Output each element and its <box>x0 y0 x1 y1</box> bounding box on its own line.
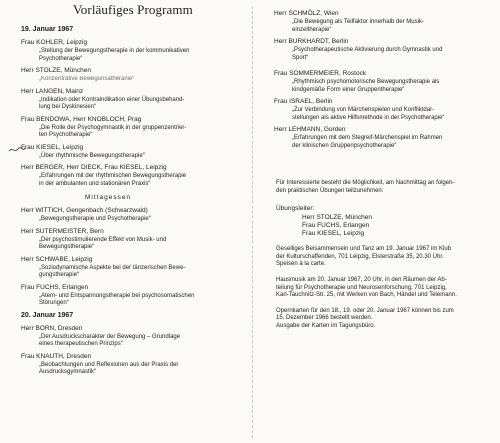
speaker: Herr BERGER, Herr DIECK, Frau KIESEL, Leipzig <box>21 164 167 171</box>
day2-date: 20. Januar 1967 <box>21 311 74 319</box>
speaker: Herr BURKHARDT, Berlin <box>274 38 349 45</box>
opera-tickets-note: Opernkarten für den 18., 19. oder 20. Januar 1967 können bis zum 15. Dezember 1966 bestellt werden. Ausgabe der Karten im Tagungsbüro. <box>276 307 454 329</box>
speaker: Herr SCHMÖLZ, Wien <box>274 10 339 17</box>
pen-scribble-mark <box>8 146 26 154</box>
program-entry <box>258 126 496 150</box>
leaders-list <box>258 214 496 238</box>
program-entry <box>258 70 496 94</box>
talk-title: „Rhythmisch psychomotorische Bewegungstherapie als kindgemäße Form einer Gruppentherapie“ <box>292 79 440 93</box>
leader-item: Frau FUCHS, Erlangen <box>302 222 370 230</box>
day1-date: 19. Januar 1967 <box>21 26 74 33</box>
program-entry <box>5 325 247 349</box>
talk-title: „Stellung der Bewegungstherapie in der kommunikativen Psychotherapie“ <box>39 48 190 62</box>
column-divider <box>252 6 253 438</box>
program-entry <box>5 39 247 63</box>
interest-note: Für Interessierte besteht die Möglichkeit, am Nachmittag an folgen- den praktischen Übungen teilzunehmen: <box>276 180 455 194</box>
talk-title: „Beobachtungen und Reflexionen aus der Praxis der Ausdrucksgymnastik“ <box>39 361 179 375</box>
speaker: Herr LANGEN, Mainz <box>21 87 84 95</box>
speaker: Frau KOHLER, Leipzig <box>21 39 88 46</box>
speaker: Herr SUTERMEISTER, Bern <box>21 227 104 235</box>
speaker: Herr WITTICH, Gengenbach (Schwarzwald) <box>21 207 148 214</box>
program-entry <box>5 256 247 280</box>
talk-title: „Soziodynamische Aspekte bei der tänzerischen Bewe- gungstherapie“ <box>39 264 186 278</box>
talk-title: „Der Ausdruckscharakter der Bewegung – Grundlage eines therapeutischen Prinzips“ <box>39 333 181 347</box>
talk-title: „Atem- und Entspannungstherapie bei psychosomatischen Störungen“ <box>39 292 195 306</box>
talk-title: „Die Bewegung als Teilfaktor innerhalb der Musik- einzeltherapie“ <box>292 19 424 33</box>
talk-title: „Erfahrungen mit der rhythmischen Bewegungstherapie in der ambulanten und stationären Praxis“ <box>39 173 187 187</box>
speaker: Frau BENDOWA, Herr KNOBLOCH, Prag <box>21 115 142 123</box>
talk-title: „Psychotherapeutische Aktivierung durch Gymnastik und Sport“ <box>292 47 443 61</box>
program-entry <box>5 144 247 161</box>
program-entry <box>258 10 496 34</box>
speaker: Herr BORN, Dresden <box>21 324 83 332</box>
talk-title: „Erfahrungen mit dem Stegreif-Märchenspiel im Rahmen der klinischen Gruppenpsychotherapie“ <box>292 135 443 149</box>
social-evening-note: Geselliges Beisammensein und Tanz am 19. Januar 1967 im Klub der Kulturschaffenden, 701 Leipzig, Elsterstraße 35, 20.30 Uhr. Speisen à la carte. <box>276 246 451 268</box>
house-music-note: Hausmusik am 20. Januar 1967, 20 Uhr, in den Räumen der Ab- teilung für Psychotherapie und Neurosenforschung, 701 Leipzig, Karl-Tauchnitz-Str. 25, mit Werken von Bach, Händel und Telemann. <box>276 276 457 299</box>
leader-item: Herr STOLZE, München <box>302 214 372 222</box>
speaker: Herr STOLZE, München <box>21 67 91 74</box>
program-entry <box>258 38 496 62</box>
speaker: Herr SCHWABE, Leipzig <box>21 255 93 263</box>
program-entry <box>5 88 247 112</box>
talk-title: „Die Rolle der Psychogymnastik in der gruppenzentrier- ten Psychotherapie“ <box>39 124 187 138</box>
lunch-break: Mittagessen <box>85 194 132 201</box>
program-entry <box>5 67 247 84</box>
leaders-label: Übungsleiter: <box>276 205 315 213</box>
program-entry <box>258 98 496 122</box>
program-entry <box>5 116 247 140</box>
speaker: Frau ISRAEL, Berlin <box>274 98 333 105</box>
right-column <box>258 0 496 331</box>
program-entry <box>5 164 247 188</box>
speaker: Frau SOMMERMEIER, Rostock <box>274 70 367 77</box>
program-entry <box>5 284 247 308</box>
talk-title: „Der psychostimulierende Effekt von Musik- und Bewegungstherapie“ <box>39 236 167 250</box>
program-entry <box>5 353 247 377</box>
talk-title: „Konzentrative Bewegunsatheranie“ <box>39 76 135 82</box>
left-column <box>5 0 247 381</box>
talk-title: „Zur Verbindung von Märchenspielen und Konfliktdar- stellungen als aktive Hilfsmethode in der Psychotherapie“ <box>292 107 445 121</box>
speaker: Frau KIESEL, Leipzig <box>21 143 84 151</box>
page-title: Vorläufiges Programm <box>73 2 193 17</box>
speaker: Herr LEHMANN, Gorden <box>274 126 346 133</box>
program-entry <box>5 228 247 252</box>
speaker: Frau KNAUTH, Dresden <box>21 352 92 360</box>
talk-title: „Über rhythmische Bewegungstherapie“ <box>39 152 145 159</box>
leader-item: Frau KIESEL, Leipzig <box>302 230 365 238</box>
talk-title: „Bewegungstherapie und Psychotherapie“ <box>39 216 151 222</box>
talk-title: „Indikation oder Kontraindikation einer Übungsbehand- lung bei Dyskinesien“ <box>39 96 185 110</box>
speaker: Frau FUCHS, Erlangen <box>21 283 89 291</box>
program-entry <box>5 207 247 224</box>
